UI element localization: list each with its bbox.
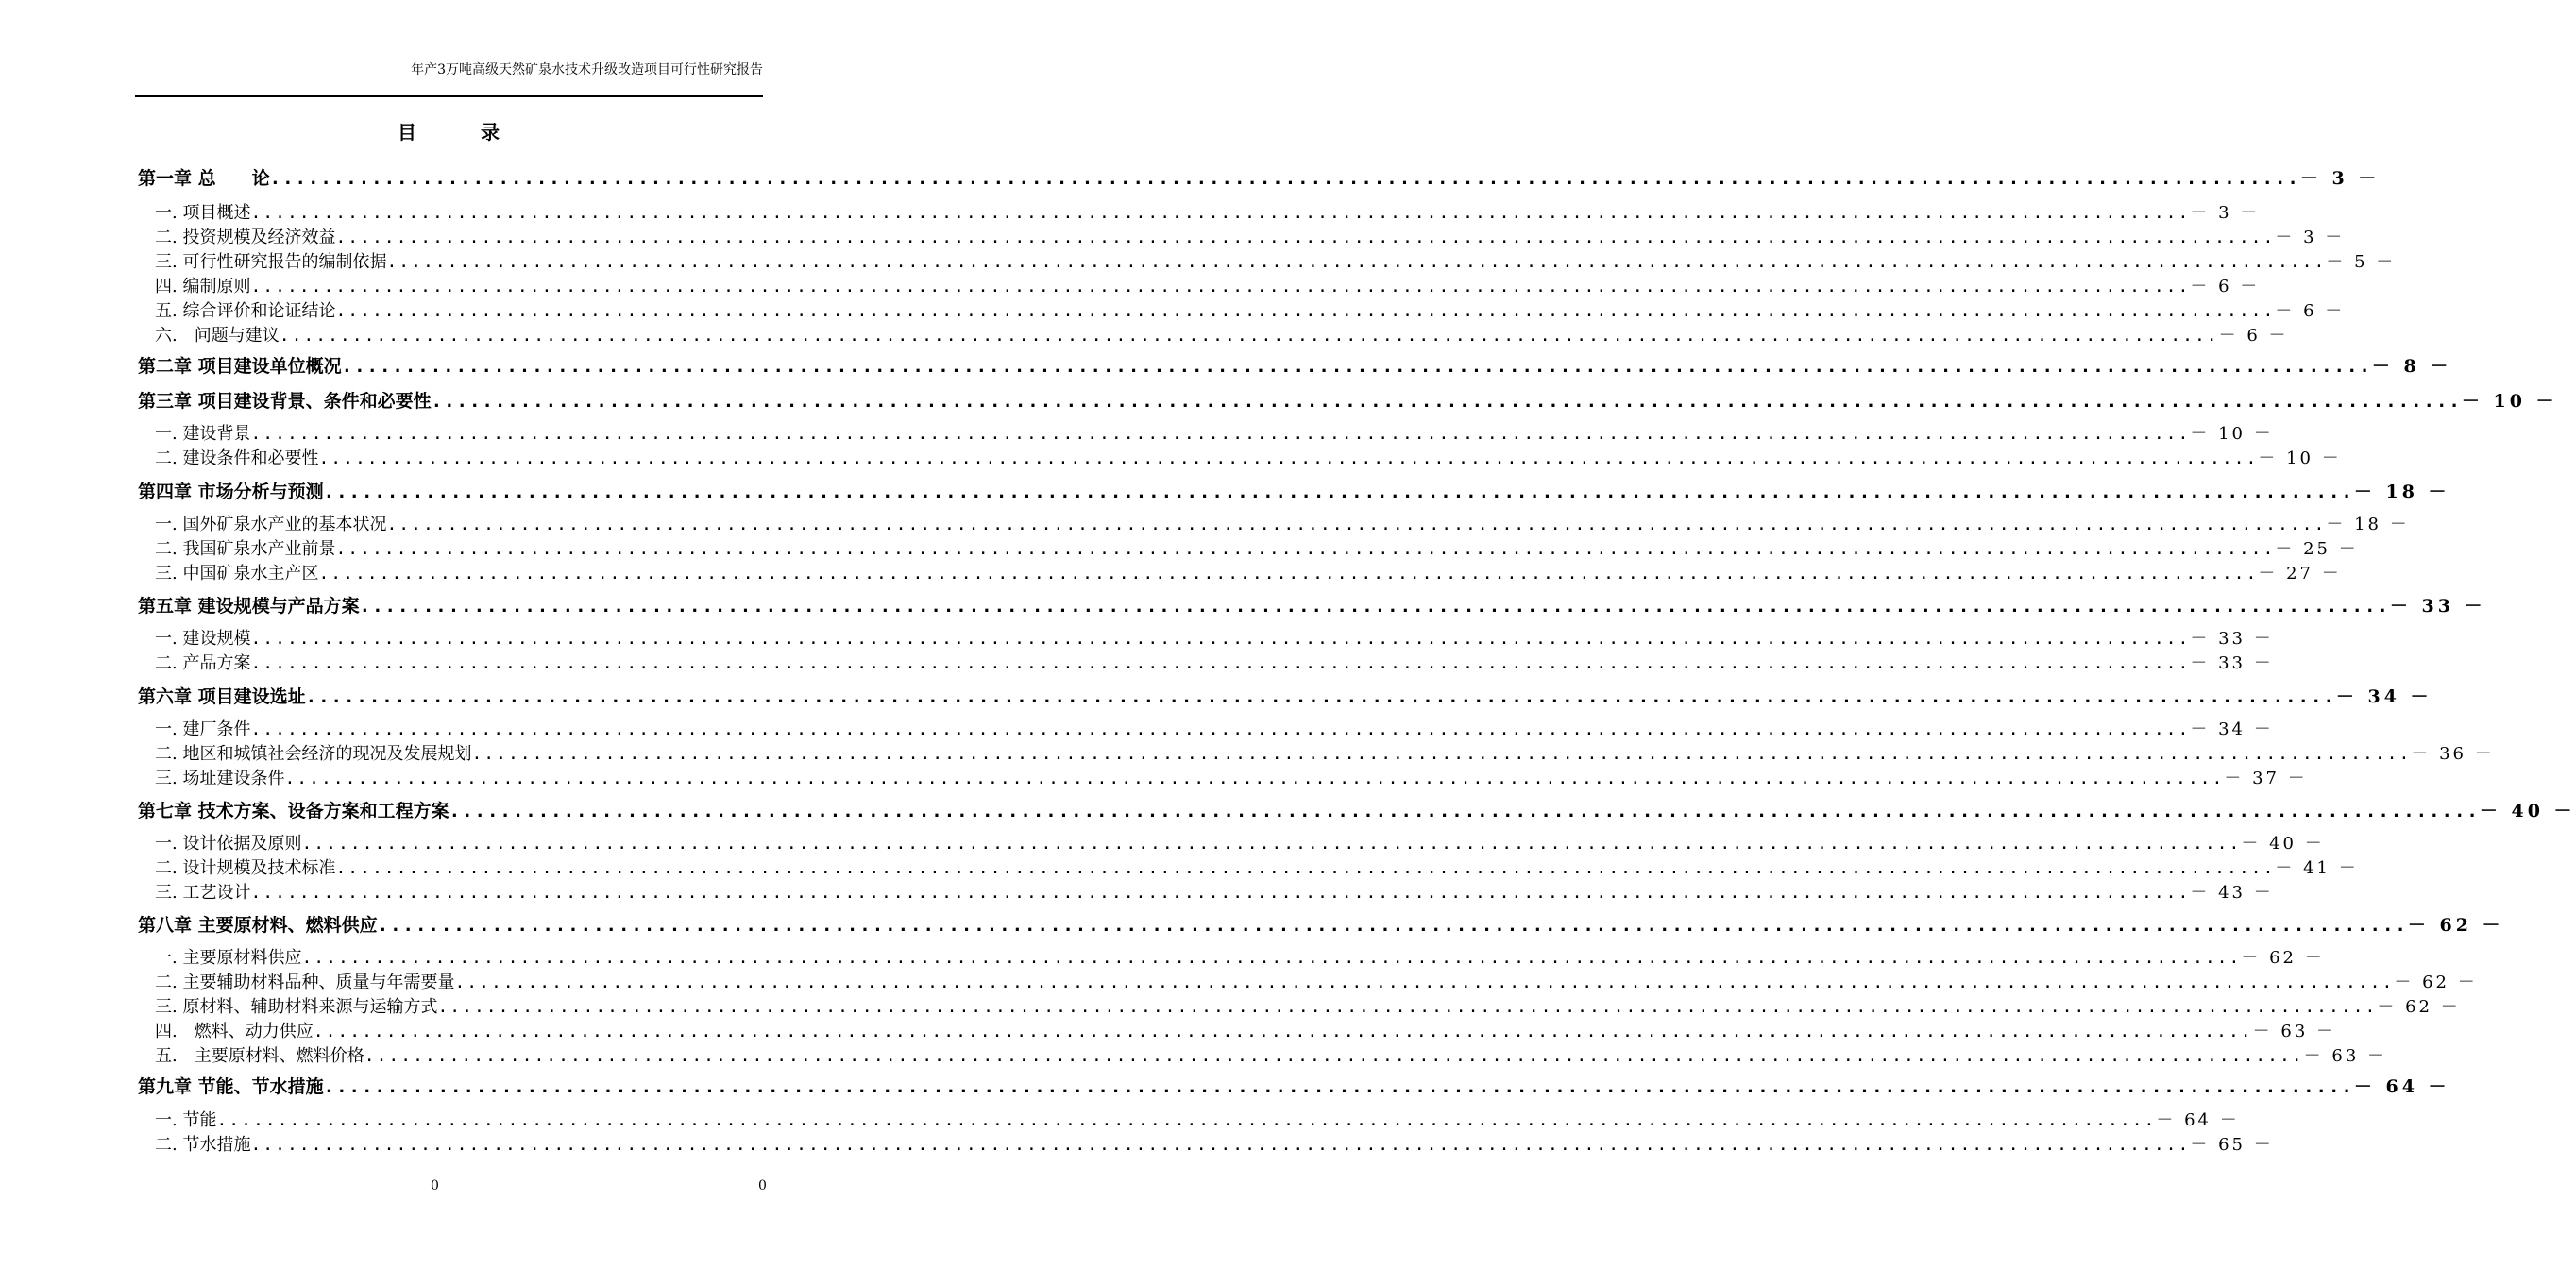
toc-dot-leader: ................................................................................................................................................................ — [216, 1110, 2157, 1130]
footer-page-number-right: 0 — [758, 1178, 767, 1193]
toc-page-number: － 5 － — [2326, 252, 2397, 272]
toc-page-number: － 34 － — [2335, 686, 2432, 707]
toc-entry-title: 一. 主要原材料供应 — [155, 948, 302, 968]
toc-entry-title: 二. 建设条件和必要性 — [155, 448, 319, 468]
toc-entry-title: 一. 节能 — [155, 1110, 217, 1130]
toc-entry-title: 三. 场址建设条件 — [155, 769, 285, 788]
toc-dot-leader: ................................................................................................................................................................ — [301, 834, 2242, 854]
toc-chapter-entry[interactable] — [138, 911, 2504, 938]
toc-dot-leader: ................................................................................................................................................................ — [250, 883, 2191, 903]
toc-page-number: － 8 － — [2371, 356, 2452, 377]
toc-section-entry[interactable] — [138, 297, 2346, 322]
toc-dot-leader: ................................................................................................................................................................ — [313, 1022, 2253, 1041]
toc-page-number: － 3 － — [2275, 228, 2346, 247]
toc-entry-title: 四. 编制原则 — [155, 277, 251, 296]
toc-dot-leader: ................................................................................................................................................................ — [279, 326, 2219, 346]
toc-page-number: － 27 － — [2258, 564, 2342, 584]
toc-page-number: － 6 － — [2218, 326, 2289, 346]
toc-entry-title: 五. 主要原材料、燃料价格 — [155, 1046, 364, 1066]
toc-section-entry[interactable] — [138, 993, 2461, 1018]
toc-entry-title: 第九章 节能、节水措施 — [138, 1076, 324, 1097]
toc-entry-title: 第八章 主要原材料、燃料供应 — [138, 915, 378, 936]
toc-page-number: － 63 － — [2252, 1022, 2336, 1041]
toc-section-entry[interactable] — [138, 560, 2342, 584]
toc-dot-leader: ................................................................................................................................................................ — [335, 228, 2276, 247]
toc-entry-title: 三. 原材料、辅助材料来源与运输方式 — [155, 997, 438, 1017]
toc-entry-title: 一. 建厂条件 — [155, 719, 251, 739]
toc-section-entry[interactable] — [138, 511, 2410, 535]
toc-section-entry[interactable] — [138, 830, 2325, 854]
toc-page-number: － 3 － — [2190, 203, 2261, 223]
toc-dot-leader: ................................................................................................................................................................ — [341, 356, 2372, 377]
toc-dot-leader: ................................................................................................................................................................ — [250, 1135, 2191, 1155]
toc-section-entry[interactable] — [138, 1018, 2336, 1042]
toc-entry-title: 四. 燃料、动力供应 — [155, 1022, 314, 1041]
toc-page-number: － 6 － — [2275, 301, 2346, 321]
toc-section-entry[interactable] — [138, 445, 2342, 469]
toc-page-number: － 40 － — [2479, 801, 2576, 821]
toc-entry-title: 三. 中国矿泉水主产区 — [155, 564, 319, 584]
toc-page-number: － 40 － — [2241, 834, 2325, 854]
toc-entry-title: 二. 地区和城镇社会经济的现况及发展规划 — [155, 744, 472, 764]
toc-section-entry[interactable] — [138, 1107, 2240, 1131]
toc-chapter-entry[interactable] — [138, 478, 2450, 504]
toc-page-number: － 64 － — [2156, 1110, 2240, 1130]
toc-section-entry[interactable] — [138, 854, 2359, 879]
toc-entry-title: 第四章 市场分析与预测 — [138, 482, 324, 502]
toc-page-number: － 10 － — [2190, 424, 2274, 444]
toc-dot-leader: ................................................................................................................................................................ — [323, 482, 2354, 502]
toc-dot-leader: ................................................................................................................................................................ — [335, 539, 2276, 559]
toc-page-number: － 18 － — [2326, 515, 2410, 534]
toc-dot-leader: ................................................................................................................................................................ — [386, 515, 2327, 534]
page-title: 目录 — [398, 121, 564, 144]
toc-chapter-entry[interactable] — [138, 1073, 2450, 1099]
toc-entry-title: 一. 建设背景 — [155, 424, 251, 444]
toc-section-entry[interactable] — [138, 716, 2274, 740]
toc-dot-leader: ................................................................................................................................................................ — [335, 858, 2276, 878]
toc-section-entry[interactable] — [138, 535, 2359, 560]
toc-page-number: － 64 － — [2353, 1076, 2450, 1097]
toc-page-number: － 33 － — [2190, 653, 2274, 673]
header-rule — [135, 95, 763, 97]
toc-chapter-entry[interactable] — [138, 683, 2432, 709]
toc-entry-title: 第三章 项目建设背景、条件和必要性 — [138, 391, 432, 412]
toc-entry-title: 第七章 技术方案、设备方案和工程方案 — [138, 801, 449, 821]
toc-page-number: － 41 － — [2275, 858, 2359, 878]
toc-chapter-entry[interactable] — [138, 797, 2576, 823]
toc-dot-leader: ................................................................................................................................................................ — [269, 168, 2300, 189]
toc-dot-leader: ................................................................................................................................................................ — [301, 948, 2242, 968]
footer-page-number-left: 0 — [431, 1178, 439, 1193]
toc-dot-leader: ................................................................................................................................................................ — [431, 391, 2462, 412]
toc-section-entry[interactable] — [138, 322, 2289, 347]
toc-section-entry[interactable] — [138, 199, 2261, 224]
toc-page-number: － 43 － — [2190, 883, 2274, 903]
toc-page-number: － 62 － — [2407, 915, 2504, 936]
toc-dot-leader: ................................................................................................................................................................ — [250, 719, 2191, 739]
toc-section-entry[interactable] — [138, 1042, 2387, 1067]
toc-page-number: － 33 － — [2190, 629, 2274, 649]
toc-section-entry[interactable] — [138, 650, 2274, 674]
toc-page-number: － 62 － — [2394, 973, 2478, 992]
toc-chapter-entry[interactable] — [138, 352, 2452, 379]
toc-dot-leader: ................................................................................................................................................................ — [335, 301, 2276, 321]
toc-page-number: － 18 － — [2353, 482, 2450, 502]
toc-chapter-entry[interactable] — [138, 387, 2558, 414]
toc-dot-leader: ................................................................................................................................................................ — [318, 564, 2259, 584]
toc-dot-leader: ................................................................................................................................................................ — [250, 424, 2191, 444]
toc-dot-leader: ................................................................................................................................................................ — [250, 653, 2191, 673]
toc-entry-title: 二. 节水措施 — [155, 1135, 251, 1155]
toc-entry-title: 三. 可行性研究报告的编制依据 — [155, 252, 387, 272]
toc-dot-leader: ................................................................................................................................................................ — [471, 744, 2412, 764]
toc-page-number: － 25 － — [2275, 539, 2359, 559]
toc-dot-leader: ................................................................................................................................................................ — [318, 448, 2259, 468]
toc-page-number: － 65 － — [2190, 1135, 2274, 1155]
toc-dot-leader: ................................................................................................................................................................ — [250, 277, 2191, 296]
toc-section-entry[interactable] — [138, 248, 2397, 273]
toc-entry-title: 五. 综合评价和论证结论 — [155, 301, 336, 321]
running-header: 年产3万吨高级天然矿泉水技术升级改造项目可行性研究报告 — [411, 62, 763, 77]
toc-section-entry[interactable] — [138, 273, 2261, 297]
toc-entry-title: 一. 建设规模 — [155, 629, 251, 649]
toc-dot-leader: ................................................................................................................................................................ — [305, 686, 2336, 707]
toc-entry-title: 二. 设计规模及技术标准 — [155, 858, 336, 878]
toc-page-number: － 10 － — [2258, 448, 2342, 468]
toc-chapter-entry[interactable] — [138, 164, 2381, 191]
toc-entry-title: 六. 问题与建议 — [155, 326, 280, 346]
toc-entry-title: 一. 设计依据及原则 — [155, 834, 302, 854]
toc-dot-leader: ................................................................................................................................................................ — [454, 973, 2395, 992]
toc-entry-title: 一. 项目概述 — [155, 203, 251, 223]
toc-dot-leader: ................................................................................................................................................................ — [377, 915, 2408, 936]
toc-section-entry[interactable] — [138, 625, 2274, 650]
toc-page-number: － 36 － — [2411, 744, 2495, 764]
toc-section-entry[interactable] — [138, 740, 2495, 765]
toc-entry-title: 三. 工艺设计 — [155, 883, 251, 903]
toc-dot-leader: ................................................................................................................................................................ — [386, 252, 2327, 272]
toc-section-entry[interactable] — [138, 420, 2274, 445]
toc-entry-title: 第五章 建设规模与产品方案 — [138, 596, 360, 617]
toc-dot-leader: ................................................................................................................................................................ — [323, 1076, 2354, 1097]
toc-entry-title: 二. 我国矿泉水产业前景 — [155, 539, 336, 559]
toc-dot-leader: ................................................................................................................................................................ — [359, 596, 2390, 617]
toc-page-number: － 6 － — [2190, 277, 2261, 296]
toc-section-entry[interactable] — [138, 969, 2478, 993]
toc-page-number: － 62 － — [2377, 997, 2461, 1017]
toc-entry-title: 二. 产品方案 — [155, 653, 251, 673]
toc-chapter-entry[interactable] — [138, 592, 2486, 618]
toc-section-entry[interactable] — [138, 944, 2325, 969]
toc-dot-leader: ................................................................................................................................................................ — [250, 203, 2191, 223]
toc-entry-title: 第一章 总 论 — [138, 168, 270, 189]
toc-section-entry[interactable] — [138, 224, 2346, 248]
toc-section-entry[interactable] — [138, 765, 2308, 789]
toc-dot-leader: ................................................................................................................................................................ — [449, 801, 2480, 821]
toc-page-number: － 10 － — [2461, 391, 2558, 412]
toc-entry-title: 第二章 项目建设单位概况 — [138, 356, 342, 377]
toc-entry-title: 一. 国外矿泉水产业的基本状况 — [155, 515, 387, 534]
toc-page-number: － 33 － — [2389, 596, 2486, 617]
toc-section-entry[interactable] — [138, 1131, 2274, 1156]
toc-page-number: － 62 － — [2241, 948, 2325, 968]
toc-dot-leader: ................................................................................................................................................................ — [250, 629, 2191, 649]
toc-page-number: － 63 － — [2303, 1046, 2387, 1066]
toc-page-number: － 34 － — [2190, 719, 2274, 739]
toc-entry-title: 第六章 项目建设选址 — [138, 686, 306, 707]
toc-dot-leader: ................................................................................................................................................................ — [364, 1046, 2304, 1066]
toc-entry-title: 二. 投资规模及经济效益 — [155, 228, 336, 247]
toc-dot-leader: ................................................................................................................................................................ — [284, 769, 2225, 788]
toc-page-number: － 37 － — [2224, 769, 2308, 788]
toc-entry-title: 二. 主要辅助材料品种、质量与年需要量 — [155, 973, 455, 992]
toc-dot-leader: ................................................................................................................................................................ — [437, 997, 2378, 1017]
toc-page-number: － 3 － — [2299, 168, 2381, 189]
toc-section-entry[interactable] — [138, 879, 2274, 904]
